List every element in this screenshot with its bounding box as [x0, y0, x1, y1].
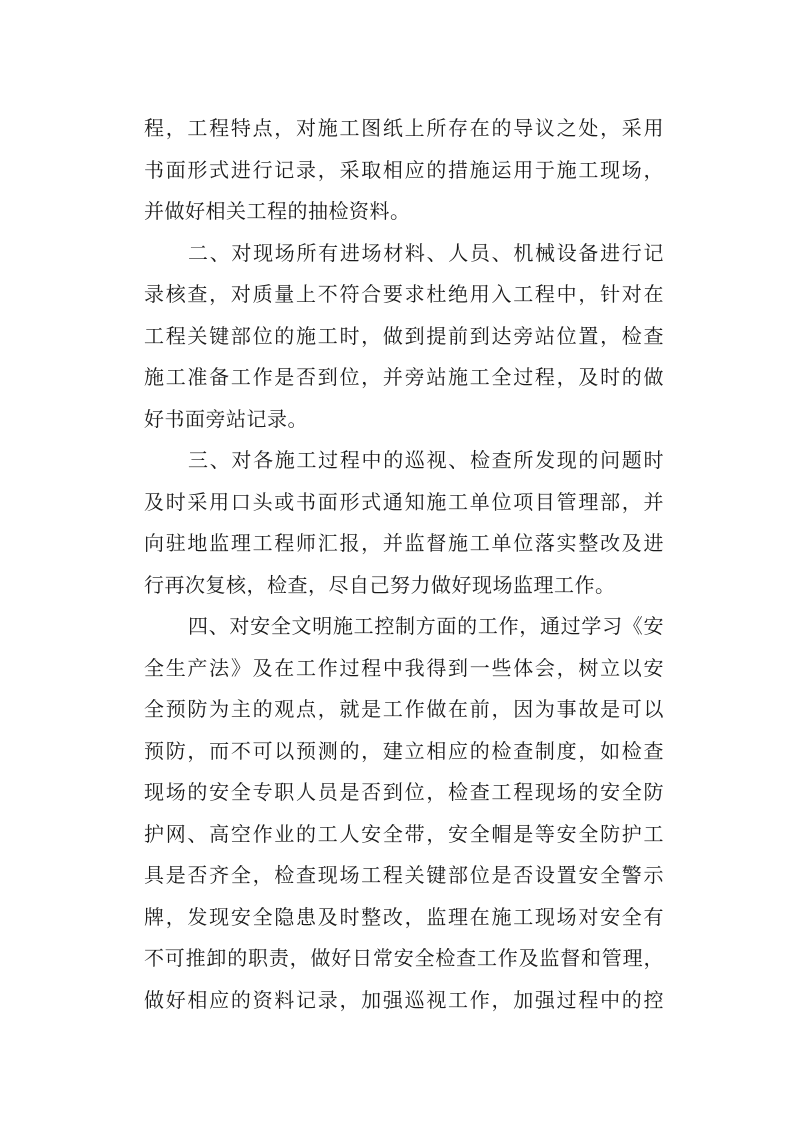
- text-line: 全预防为主的观点，就是工作做在前，因为事故是可以: [144, 697, 664, 721]
- text-line: 行再次复核，检查，尽自己努力做好现场监理工作。: [144, 572, 616, 597]
- text-line: 并做好相关工程的抽检资料。: [144, 199, 411, 223]
- text-line: 录核查，对质量上不符合要求杜绝用入工程中，针对在: [144, 282, 664, 306]
- text-line: 做好相应的资料记录，加强巡视工作，加强过程中的控: [144, 987, 664, 1012]
- paragraph-start-line: 三、对各施工过程中的巡视、检查所发现的问题时: [188, 448, 664, 472]
- text-line: 向驻地监理工程师汇报，并监督施工单位落实整改及进: [144, 531, 664, 555]
- paragraph-start-line: 二、对现场所有进场材料、人员、机械设备进行记: [188, 240, 664, 265]
- text-line: 牌，发现安全隐患及时整改，监理在施工现场对安全有: [144, 904, 664, 929]
- text-line: 及时采用口头或书面形式通知施工单位项目管理部，并: [144, 489, 664, 514]
- text-line: 好书面旁站记录。: [144, 406, 308, 431]
- text-line: 现场的安全专职人员是否到位，检查工程现场的安全防: [144, 780, 664, 804]
- document-body: [144, 108, 664, 1021]
- text-line: 具是否齐全，检查现场工程关键部位是否设置安全警示: [144, 863, 664, 887]
- text-line: 护网、高空作业的工人安全带，安全帽是等安全防护工: [144, 821, 664, 846]
- text-line: 不可推卸的职责，做好日常安全检查工作及监督和管理，: [144, 946, 664, 970]
- text-line: 书面形式进行记录，采取相应的措施运用于施工现场，: [144, 157, 664, 182]
- text-line: 全生产法》及在工作过程中我得到一些体会，树立以安: [144, 655, 664, 680]
- text-line: 工程关键部位的施工时，做到提前到达旁站位置，检查: [144, 323, 664, 348]
- text-line: 程，工程特点，对施工图纸上所存在的导议之处，采用: [144, 116, 664, 140]
- paragraph-start-line: 四、对安全文明施工控制方面的工作，通过学习《安: [188, 614, 664, 638]
- text-line: 施工准备工作是否到位，并旁站施工全过程，及时的做: [144, 365, 664, 389]
- text-line: 预防，而不可以预测的，建立相应的检查制度，如检查: [144, 738, 664, 763]
